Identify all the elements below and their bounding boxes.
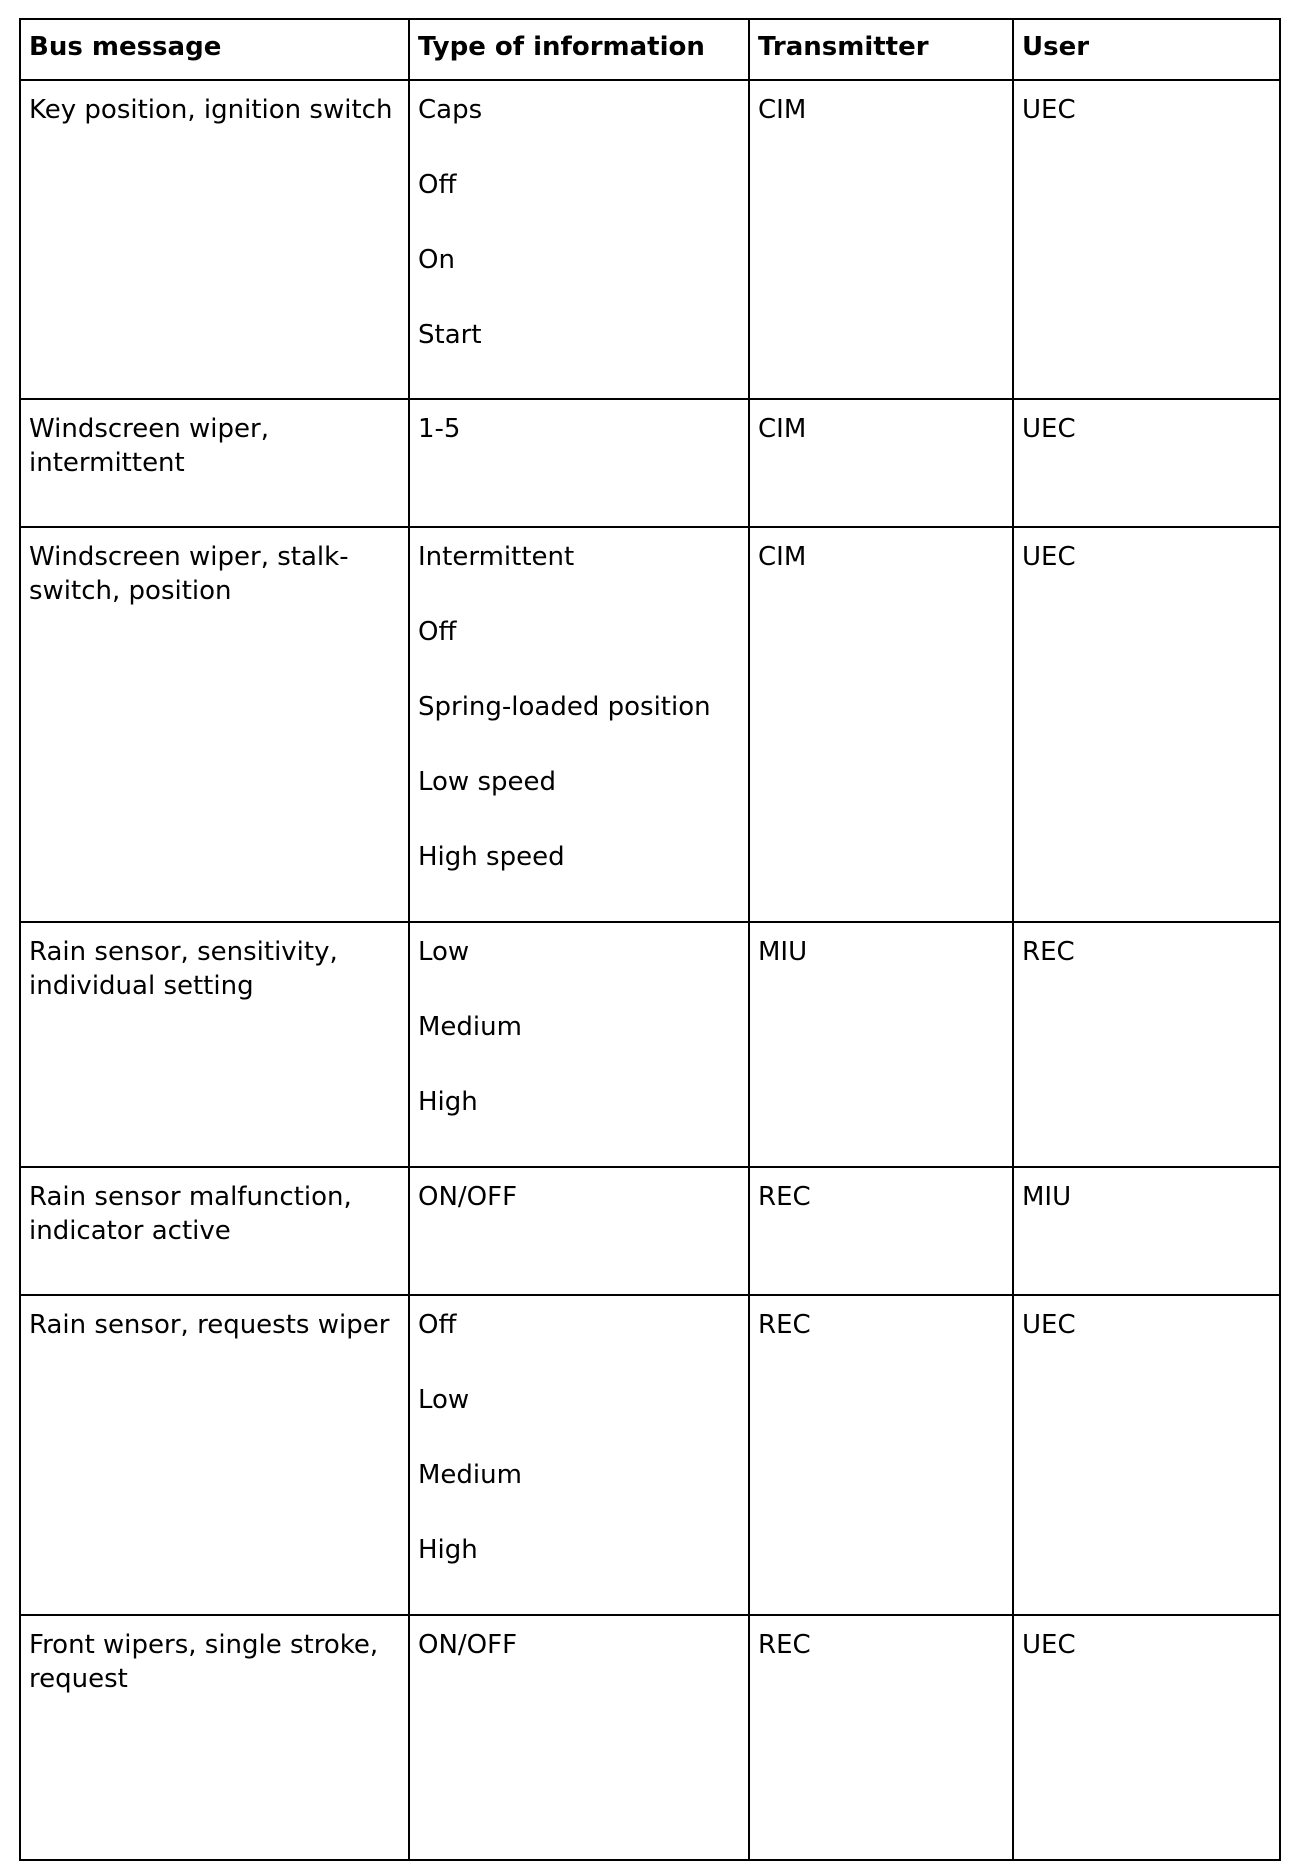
cell-bus-message: Windscreen wiper, stalk-switch, position (20, 527, 409, 922)
cell-transmitter: CIM (749, 80, 1013, 399)
info-item: Medium (418, 1460, 522, 1490)
table-row (20, 1167, 1280, 1295)
info-item: Low (418, 937, 470, 967)
cell-type-of-information (409, 399, 749, 527)
cell-transmitter: REC (749, 1167, 1013, 1295)
cell-bus-message: Rain sensor, requests wiper (20, 1295, 409, 1615)
info-item: Off (418, 1310, 457, 1340)
table-row (20, 80, 1280, 399)
cell-transmitter: REC (749, 1295, 1013, 1615)
cell-type-of-information (409, 527, 749, 922)
info-item: Off (418, 617, 457, 647)
info-item: High (418, 1535, 478, 1565)
info-item: Spring-loaded position (418, 692, 711, 722)
cell-user: UEC (1013, 527, 1280, 922)
info-item: 1-5 (418, 414, 461, 444)
cell-user: MIU (1013, 1167, 1280, 1295)
cell-transmitter: REC (749, 1615, 1013, 1860)
table-header-row (20, 19, 1280, 80)
info-item: Low speed (418, 767, 557, 797)
cell-type-of-information (409, 1615, 749, 1860)
info-item: Low (418, 1385, 470, 1415)
info-item: ON/OFF (418, 1630, 518, 1660)
cell-type-of-information (409, 1167, 749, 1295)
cell-transmitter: MIU (749, 922, 1013, 1167)
table-row (20, 1615, 1280, 1860)
cell-user: REC (1013, 922, 1280, 1167)
cell-transmitter: CIM (749, 527, 1013, 922)
header-bus-message: Bus message (20, 19, 409, 80)
cell-transmitter: CIM (749, 399, 1013, 527)
cell-bus-message: Front wipers, single stroke, request (20, 1615, 409, 1860)
info-item: On (418, 245, 455, 275)
table-row (20, 1295, 1280, 1615)
cell-bus-message: Rain sensor malfunction, indicator active (20, 1167, 409, 1295)
cell-type-of-information (409, 80, 749, 399)
table-row (20, 527, 1280, 922)
cell-type-of-information (409, 1295, 749, 1615)
table-row (20, 922, 1280, 1167)
cell-type-of-information (409, 922, 749, 1167)
cell-user: UEC (1013, 1615, 1280, 1860)
info-item: Start (418, 320, 482, 350)
info-item: High speed (418, 842, 565, 872)
cell-bus-message: Key position, ignition switch (20, 80, 409, 399)
info-item: Caps (418, 95, 483, 125)
info-item: Intermittent (418, 542, 575, 572)
cell-user: UEC (1013, 399, 1280, 527)
info-item: High (418, 1087, 478, 1117)
bus-message-table (19, 18, 1281, 1861)
cell-user: UEC (1013, 80, 1280, 399)
header-type-of-information: Type of information (409, 19, 749, 80)
info-item: Medium (418, 1012, 522, 1042)
info-item: ON/OFF (418, 1182, 518, 1212)
cell-bus-message: Rain sensor, sensitivity, individual setting (20, 922, 409, 1167)
header-user: User (1013, 19, 1280, 80)
cell-user: UEC (1013, 1295, 1280, 1615)
table-row (20, 399, 1280, 527)
cell-bus-message: Windscreen wiper, intermittent (20, 399, 409, 527)
header-transmitter: Transmitter (749, 19, 1013, 80)
info-item: Off (418, 170, 457, 200)
